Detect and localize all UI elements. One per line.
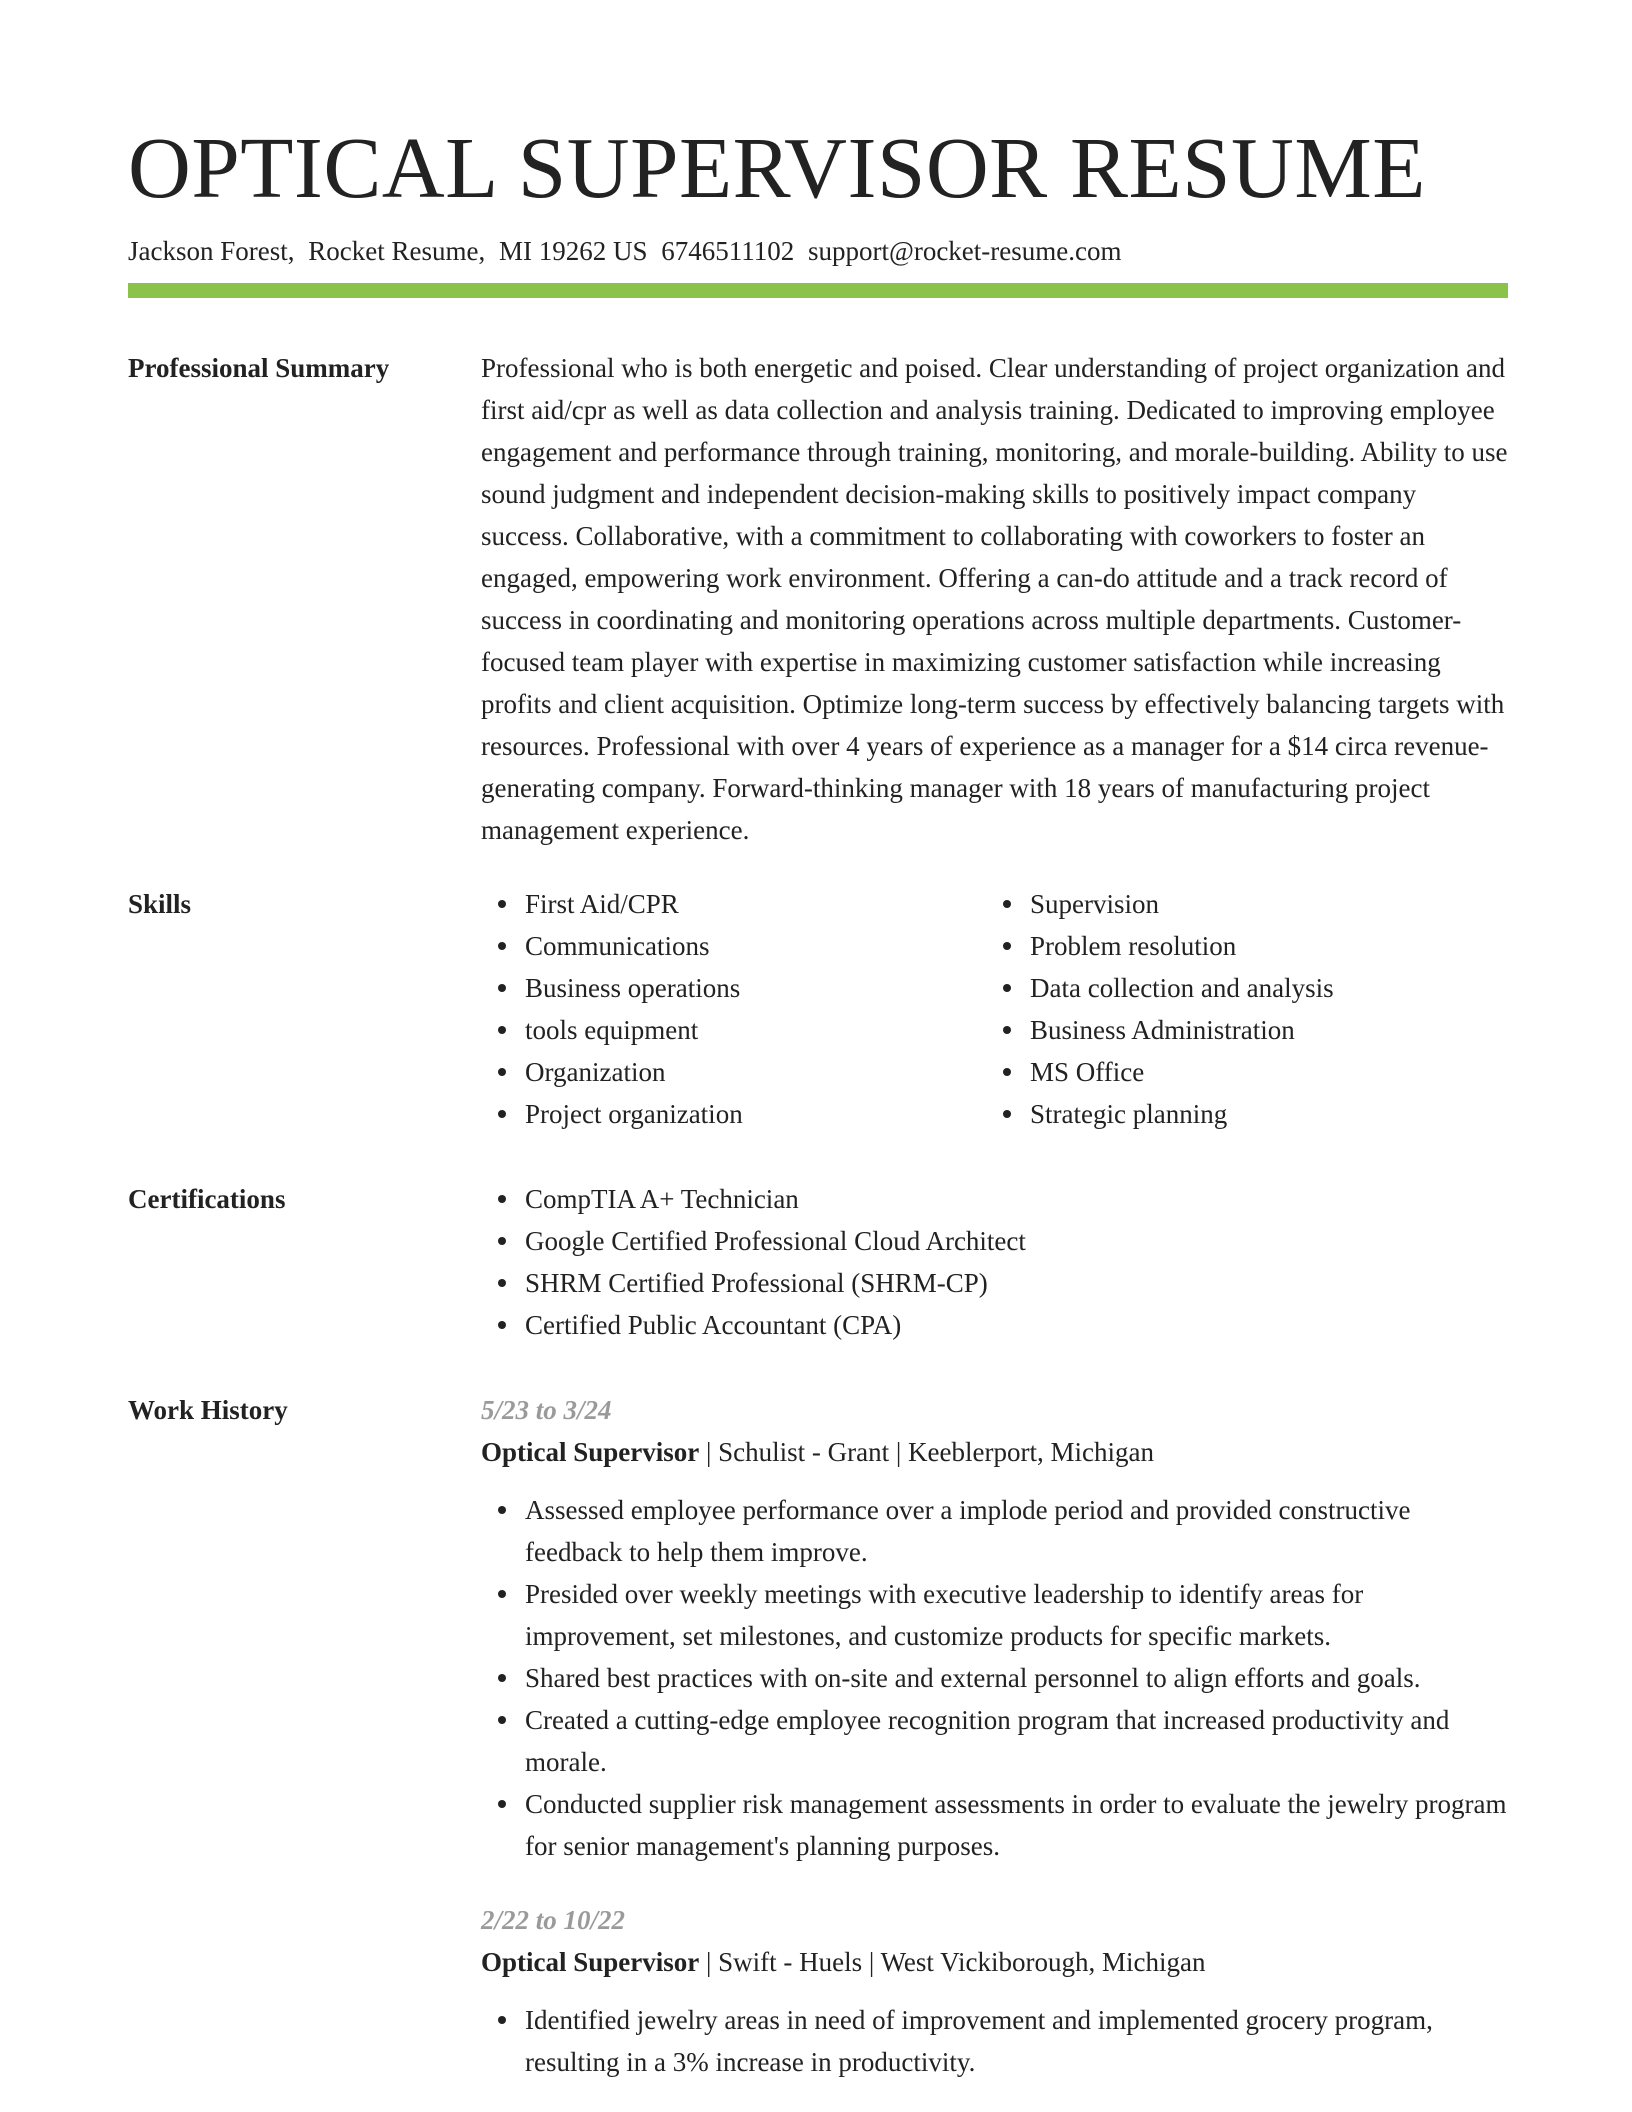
section-label-certifications: Certifications [128, 1184, 286, 1214]
skill-item: Strategic planning [1030, 1093, 1491, 1135]
skill-item: Data collection and analysis [1030, 967, 1491, 1009]
job-title: Optical Supervisor [481, 1437, 700, 1467]
skills-list-left [481, 883, 986, 1135]
job-heading [481, 1941, 1508, 1983]
job-dates: 5/23 to 3/24 [481, 1395, 612, 1425]
job-bullet: Shared best practices with on-site and external personnel to align efforts and goals. [525, 1657, 1508, 1699]
page-title: OPTICAL SUPERVISOR RESUME [128, 119, 1426, 216]
section-certifications [128, 1178, 1508, 1346]
section-work-history [128, 1389, 1508, 2083]
header-divider [128, 283, 1508, 298]
contact-phone: 6746511102 [661, 236, 795, 266]
skill-item: First Aid/CPR [525, 883, 986, 925]
job-bullet: Identified jewelry areas in need of improvement and implemented grocery program, resulting in a 3% increase in productivity. [525, 1999, 1508, 2083]
contact-location: MI 19262 US [498, 236, 648, 266]
section-skills [128, 883, 1508, 1135]
skill-item: MS Office [1030, 1051, 1491, 1093]
job-heading [481, 1431, 1508, 1473]
job-employer-location: | Schulist - Grant | Keeblerport, Michigan [699, 1437, 1154, 1467]
skill-item: Organization [525, 1051, 986, 1093]
job-dates: 2/22 to 10/22 [481, 1905, 626, 1935]
job-bullet: Created a cutting-edge employee recognition program that increased productivity and morale. [525, 1699, 1508, 1783]
section-professional-summary [128, 347, 1508, 851]
skill-item: Project organization [525, 1093, 986, 1135]
skill-item: Communications [525, 925, 986, 967]
contact-email: support@rocket-resume.com [807, 236, 1122, 266]
job-bullet: Assessed employee performance over a implode period and provided constructive feedback to help them improve. [525, 1489, 1508, 1573]
skill-item: Business operations [525, 967, 986, 1009]
job-bullet: Conducted supplier risk management assessments in order to evaluate the jewelry program for senior management's planning purposes. [525, 1783, 1508, 1867]
section-label-skills: Skills [128, 889, 192, 919]
certification-item: CompTIA A+ Technician [525, 1178, 1508, 1220]
job-bullet: Presided over weekly meetings with executive leadership to identify areas for improvement, set milestones, and customize products for specific markets. [525, 1573, 1508, 1657]
job-employer-location: | Swift - Huels | West Vickiborough, Michigan [699, 1947, 1206, 1977]
certification-item: SHRM Certified Professional (SHRM-CP) [525, 1262, 1508, 1304]
job-title: Optical Supervisor [481, 1947, 700, 1977]
job-bullets [481, 1489, 1508, 1867]
skills-list-right [986, 883, 1491, 1135]
skill-item: Supervision [1030, 883, 1491, 925]
job-entry [481, 1389, 1508, 1867]
skill-item: Problem resolution [1030, 925, 1491, 967]
summary-text: Professional who is both energetic and poised. Clear understanding of project organization and first aid/cpr as well as data collection and analysis training. Dedicated to improving employee engagement and performance through training, monitoring, and morale-building. Ability to use sound judgment and independent decision-making skills to positively impact company success. Collaborative, with a commitment to collaborating with coworkers to foster an engaged, empowering work environment. Offering a can-do attitude and a track record of success in coordinating and monitoring operations across multiple departments. Customer-focused team player with expertise in maximizing customer satisfaction while increasing profits and client acquisition. Optimize long-term success by effectively balancing targets with resources. Professional with over 4 years of experience as a manager for a $14 circa revenue-generating company. Forward-thinking manager with 18 years of manufacturing project management experience. [481, 353, 1508, 845]
contact-company: Rocket Resume, [308, 236, 486, 266]
section-label-work-history: Work History [128, 1395, 288, 1425]
certification-item: Certified Public Accountant (CPA) [525, 1304, 1508, 1346]
skill-item: Business Administration [1030, 1009, 1491, 1051]
job-bullets [481, 1999, 1508, 2083]
certifications-list [481, 1178, 1508, 1346]
resume-page [128, 118, 1508, 2083]
skill-item: tools equipment [525, 1009, 986, 1051]
job-entry [481, 1899, 1508, 2083]
section-label-summary: Professional Summary [128, 353, 390, 383]
contact-line [128, 231, 1508, 271]
certification-item: Google Certified Professional Cloud Architect [525, 1220, 1508, 1262]
contact-name: Jackson Forest, [128, 236, 295, 266]
